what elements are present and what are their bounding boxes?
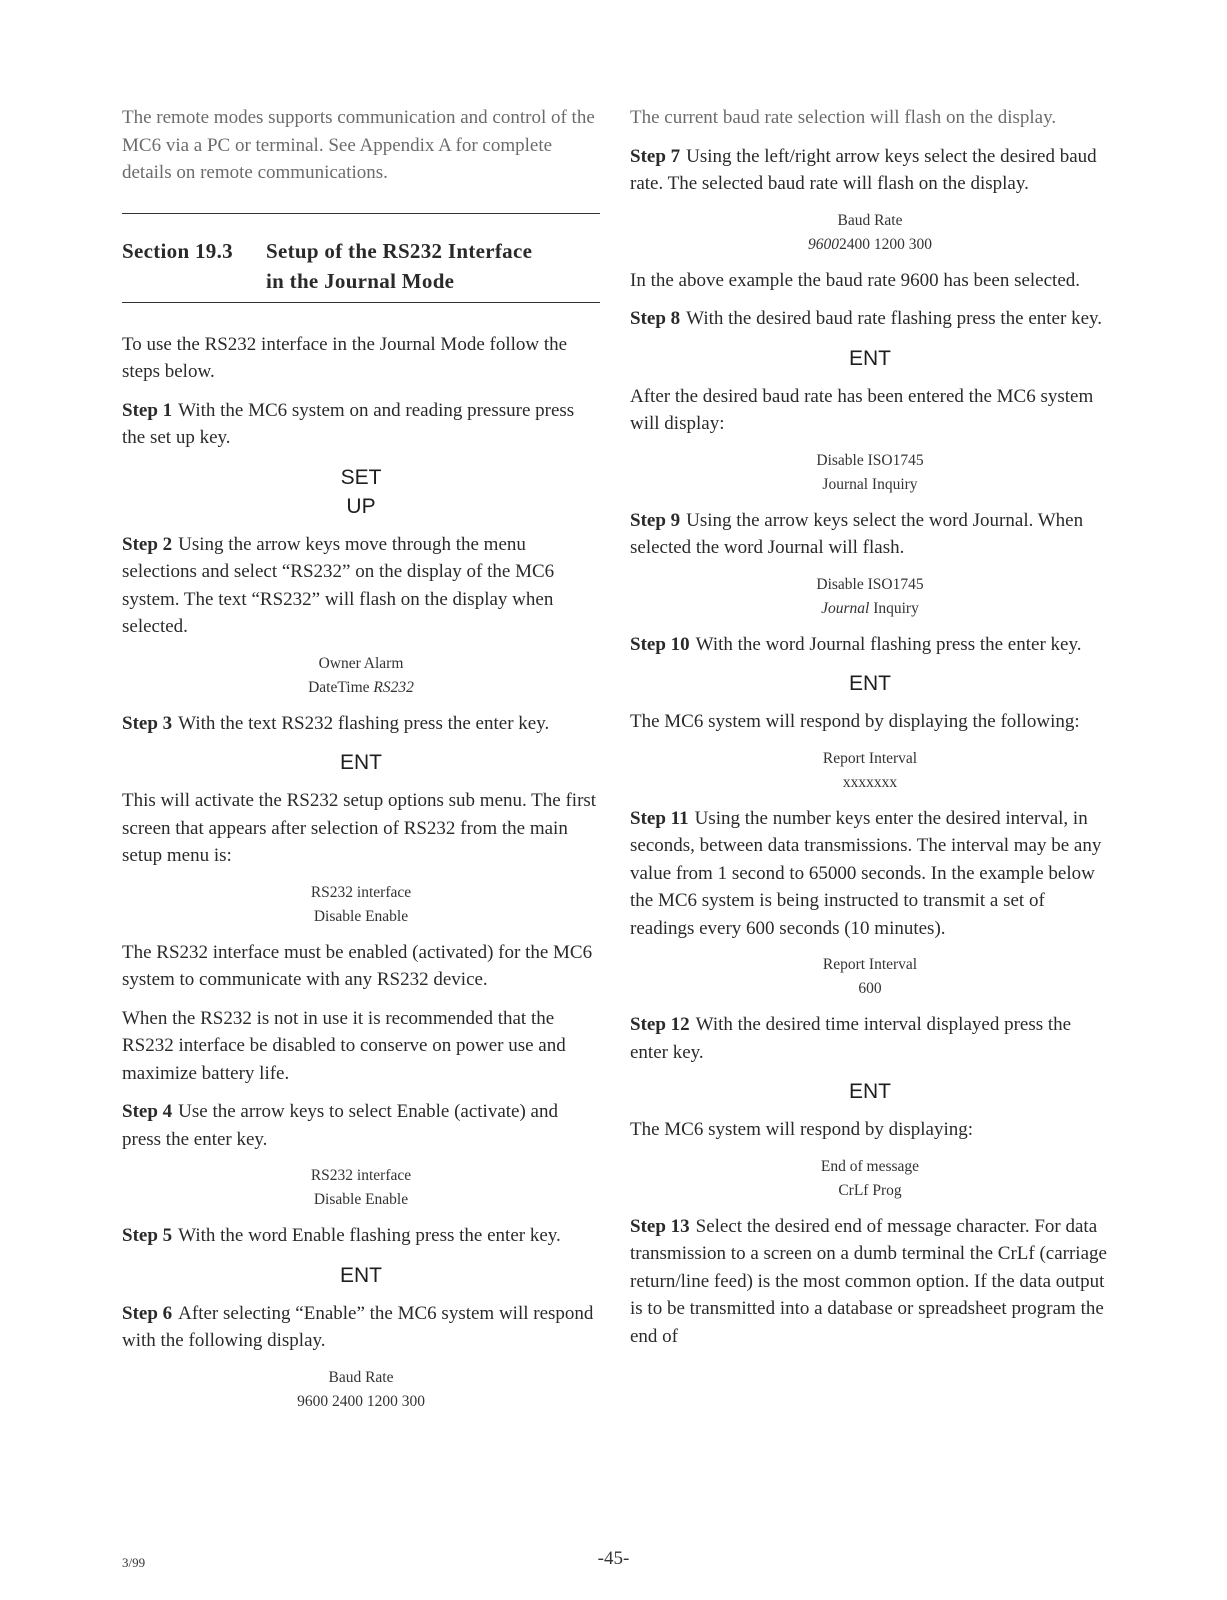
section-title	[266, 236, 600, 296]
step-5-text: With the word Enable flashing press the enter key.	[178, 1225, 561, 1246]
display-readout-3	[122, 1164, 600, 1212]
left-column	[122, 104, 600, 1424]
step-3-label: Step 3	[122, 712, 173, 734]
step-3	[122, 710, 600, 738]
footer-date: 3/99	[122, 1555, 146, 1570]
display-6-line1: Disable ISO1745	[816, 451, 924, 469]
display-10-line1: End of message	[820, 1157, 920, 1175]
step-12-label: Step 12	[630, 1014, 690, 1035]
step-11-label: Step 11	[630, 807, 689, 829]
section-heading	[122, 214, 600, 302]
step-7-text: Using the left/right arrow keys select the desired baud rate. The selected baud rate will flash on the display.	[630, 145, 1097, 194]
step-10-text: With the word Journal flashing press the enter key.	[695, 633, 1082, 655]
display-readout-9	[630, 953, 1110, 1001]
section-number: Section 19.3	[122, 238, 233, 263]
display-3-line1: RS232 interface	[310, 1167, 412, 1184]
display-9-line1: Report Interval	[822, 956, 918, 973]
step-2-text: Using the arrow keys move through the menu selections and select “RS232” on the display of the MC6 system. The text “RS232” will flash on the display when selected.	[122, 533, 555, 637]
step-6-text: After selecting “Enable” the MC6 system will respond with the following display.	[122, 1302, 594, 1351]
respond-paragraph-2: The MC6 system will respond by displaying:	[630, 1119, 974, 1140]
display-5-selected: 9600	[808, 235, 839, 253]
display-readout-6	[630, 449, 1110, 497]
display-5-line2-b: 2400 1200 300	[839, 235, 932, 253]
use-paragraph: To use the RS232 interface in the Journal Mode follow the steps below.	[122, 333, 568, 382]
display-6-line2: Journal Inquiry	[822, 475, 918, 493]
step-11	[630, 805, 1110, 943]
step-9-label: Step 9	[630, 509, 681, 531]
step-11-text: Using the number keys enter the desired interval, in seconds, between data transmissions. The interval may be any value from 1 second to 65000 seconds. In the example below the MC6 system is being instructed to transmit a set of readings every 600 seconds (10 minutes).	[630, 807, 1102, 939]
display-readout-8	[630, 747, 1110, 795]
step-6	[122, 1300, 600, 1355]
display-4-line2: 9600 2400 1200 300	[297, 1392, 425, 1410]
enabled-paragraph: The RS232 interface must be enabled (activated) for the MC6 system to communicate with any RS232 device.	[122, 941, 593, 990]
step-5-label: Step 5	[122, 1225, 173, 1246]
step-1-text: With the MC6 system on and reading pressure press the set up key.	[122, 399, 575, 448]
display-5-line2	[630, 233, 1110, 257]
step-9-text: Using the arrow keys select the word Journal. When selected the word Journal will flash.	[630, 509, 1084, 558]
section-title-line2: in the Journal Mode	[266, 268, 455, 293]
enter-key-5: ENT	[849, 1080, 891, 1103]
display-1-line2	[122, 676, 600, 700]
step-4	[122, 1098, 600, 1153]
step-4-label: Step 4	[122, 1101, 173, 1122]
step-13	[630, 1213, 1110, 1351]
step-3-text: With the text RS232 flashing press the enter key.	[178, 712, 550, 734]
step-8	[630, 305, 1110, 333]
display-3-line2: Disable Enable	[313, 1191, 409, 1208]
display-4-line1: Baud Rate	[328, 1368, 394, 1386]
not-in-use-paragraph: When the RS232 is not in use it is recommended that the RS232 interface be disabled to conserve on power use and maximize battery life.	[122, 1007, 566, 1084]
display-readout-5	[630, 209, 1110, 257]
display-2-line1: RS232 interface	[310, 883, 412, 901]
activate-paragraph: This will activate the RS232 setup options sub menu. The first screen that appears after selection of RS232 from the main setup menu is:	[122, 790, 597, 866]
step-1	[122, 397, 600, 452]
display-2-line2: Disable Enable	[313, 907, 409, 925]
step-8-text: With the desired baud rate flashing press the enter key.	[686, 308, 1103, 329]
enter-key-3: ENT	[849, 346, 891, 370]
step-10-label: Step 10	[630, 633, 690, 655]
display-readout-7	[630, 573, 1110, 621]
step-5	[122, 1222, 600, 1250]
step-4-text: Use the arrow keys to select Enable (activate) and press the enter key.	[122, 1101, 558, 1150]
example-paragraph: In the above example the baud rate 9600 has been selected.	[630, 269, 1081, 291]
display-1-selected: RS232	[373, 678, 414, 696]
page-number: -45-	[597, 1548, 630, 1569]
display-1-line1: Owner Alarm	[318, 654, 404, 672]
step-12-text: With the desired time interval displayed press the enter key.	[630, 1014, 1072, 1063]
step-13-label: Step 13	[630, 1215, 690, 1237]
step-10	[630, 631, 1110, 659]
display-readout-1	[122, 652, 600, 700]
display-8-line1: Report Interval	[822, 749, 918, 767]
display-7-line2	[630, 597, 1110, 621]
display-readout-2	[122, 881, 600, 929]
enter-key-1: ENT	[340, 751, 382, 774]
setup-key-line2: UP	[346, 494, 376, 518]
step-1-label: Step 1	[122, 399, 173, 421]
display-readout-10	[630, 1155, 1110, 1203]
display-10-line2: CrLf Prog	[838, 1181, 902, 1199]
step-7-label: Step 7	[630, 145, 681, 167]
respond-paragraph-1: The MC6 system will respond by displaying the following:	[630, 711, 1080, 732]
step-8-label: Step 8	[630, 308, 681, 329]
section-title-line1: Setup of the RS232 Interface	[266, 238, 533, 263]
display-7-line2-b: Inquiry	[869, 599, 919, 617]
section-rule-bottom	[122, 302, 600, 303]
setup-key	[122, 463, 600, 521]
intro-paragraph: The remote modes supports communication and control of the MC6 via a PC or terminal. See Appendix A for complete details on remote communications.	[122, 107, 595, 183]
display-5-line1: Baud Rate	[837, 211, 903, 229]
after-paragraph: After the desired baud rate has been entered the MC6 system will display:	[630, 385, 1094, 434]
enter-key-2: ENT	[340, 1263, 382, 1287]
enter-key-4: ENT	[849, 672, 891, 695]
display-7-line1: Disable ISO1745	[816, 575, 924, 593]
step-6-label: Step 6	[122, 1302, 173, 1324]
step-2	[122, 531, 600, 641]
step-12	[630, 1011, 1110, 1066]
step-7	[630, 143, 1110, 198]
step-13-text: Select the desired end of message character. For data transmission to a screen on a dumb terminal the CrLf (carriage return/line feed) is the most common option. If the data output is to be transmitted into a database or spreadsheet program the end of	[630, 1215, 1107, 1347]
display-7-selected: Journal	[821, 599, 870, 617]
display-1-line2-a: DateTime	[308, 678, 374, 696]
setup-key-line1: SET	[340, 465, 382, 489]
display-9-line2: 600	[858, 980, 882, 997]
step-9	[630, 507, 1110, 562]
display-readout-4	[122, 1366, 600, 1414]
right-column	[630, 104, 1110, 1361]
step-2-label: Step 2	[122, 533, 173, 555]
current-rate-paragraph: The current baud rate selection will flash on the display.	[630, 107, 1057, 128]
display-8-line2: xxxxxxx	[842, 773, 898, 791]
